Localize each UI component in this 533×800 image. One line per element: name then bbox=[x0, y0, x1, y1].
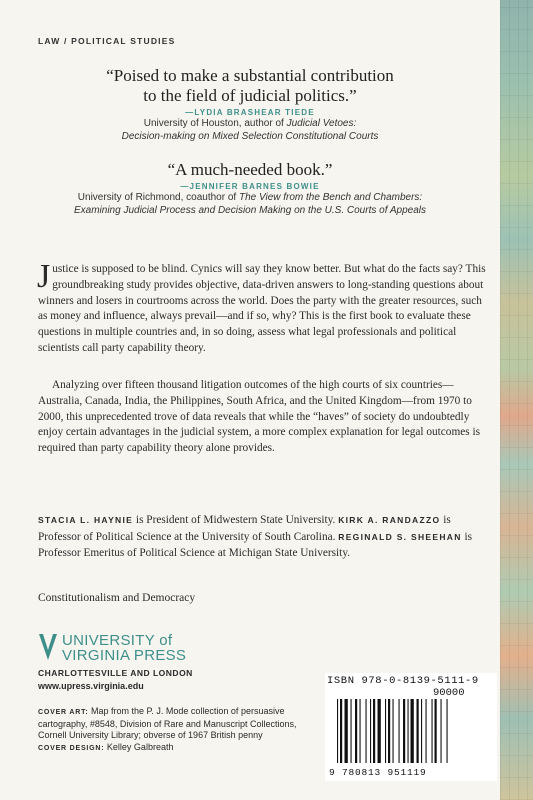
barcode bbox=[325, 673, 497, 781]
price-code: 90000 bbox=[433, 687, 465, 699]
blurb-affiliation: University of Richmond, coauthor of The View from the Bench and Chambers: Examining Judicial Process and Decision Making on the U.S. Courts of Appeals bbox=[73, 192, 427, 216]
publisher-cities: CHARLOTTESVILLE AND LONDON bbox=[38, 668, 193, 678]
author-name: REGINALD S. SHEEHAN bbox=[338, 531, 462, 542]
series-name: Constitutionalism and Democracy bbox=[38, 592, 196, 604]
blurb-text: “Poised to make a substantial contribution to the field of judicial politics.” bbox=[106, 66, 394, 105]
isbn-text: ISBN 978-0-8139-5111-9 bbox=[327, 675, 479, 687]
author-name: KIRK A. RANDAZZO bbox=[338, 515, 441, 525]
blurb-text: “A much-needed book.” bbox=[167, 160, 333, 179]
cover-credits: COVER ART: Map from the P. J. Mode collection of persuasive cartography, #8548, Division of Rare and Manuscript Collections, Cornell University Library; obverse of 1967 British penny COVER DESIGN: Kelley Galbreath bbox=[38, 706, 297, 752]
ean-number: 9 780813 951119 bbox=[329, 767, 427, 778]
publisher-v-mark-icon bbox=[38, 632, 58, 662]
author-name: STACIA L. HAYNIE bbox=[38, 515, 134, 525]
publisher-name-line2: VIRGINIA PRESS bbox=[62, 647, 187, 664]
cover-design-label: COVER DESIGN: bbox=[38, 744, 105, 752]
publisher-url: www.upress.virginia.edu bbox=[38, 681, 144, 691]
blurb-author: —LYDIA BRASHEAR TIEDE bbox=[185, 108, 315, 117]
publisher-name-line1: UNIVERSITY of bbox=[62, 632, 173, 649]
blurb-author: —JENNIFER BARNES BOWIE bbox=[180, 182, 320, 191]
barcode-bars-icon bbox=[335, 699, 495, 763]
description-paragraph-2: Analyzing over fifteen thousand litigation outcomes of the high courts of six countries—Australia, Canada, India, the Philippines, South Africa, and the United Kingdom—from 1970 to 2000, this unprecedented trove of data reveals that while the “haves” of society do undoubtedly enjoy certain advantages in the judicial system, a more complex explanation for legal outcomes is required than party capability theory alone provides. bbox=[38, 379, 481, 455]
subject-category: LAW / POLITICAL STUDIES bbox=[38, 36, 176, 46]
blurb-affiliation: University of Houston, author of Judicial Vetoes: Decision-making on Mixed Selection Constitutional Courts bbox=[121, 118, 379, 142]
cover-art-label: COVER ART: bbox=[38, 709, 89, 716]
drop-cap: J bbox=[37, 258, 51, 295]
cover-map-strip bbox=[500, 0, 533, 800]
blurb-quote-1 bbox=[40, 66, 460, 143]
description-paragraph-1: Justice is supposed to be blind. Cynics will say they know better. But what do the facts say? This groundbreaking study provides objective, data-driven answers to long-standing questions about winners and losers in courtrooms across the world. Does the party with the greater resources, such as money and influence, always prevail—and if so, why? This is the first book to evaluate these questions in multiple countries and, in so doing, assess what legal professionals and political scientists call party capability theory. bbox=[37, 258, 486, 354]
author-bios: STACIA L. HAYNIE is President of Midwestern State University. KIRK A. RANDAZZO is Professor of Political Science at the University of South Carolina. REGINALD S. SHEEHAN is Professor Emeritus of Political Science at Michigan State University. bbox=[38, 514, 473, 559]
blurb-quote-2 bbox=[40, 160, 460, 217]
